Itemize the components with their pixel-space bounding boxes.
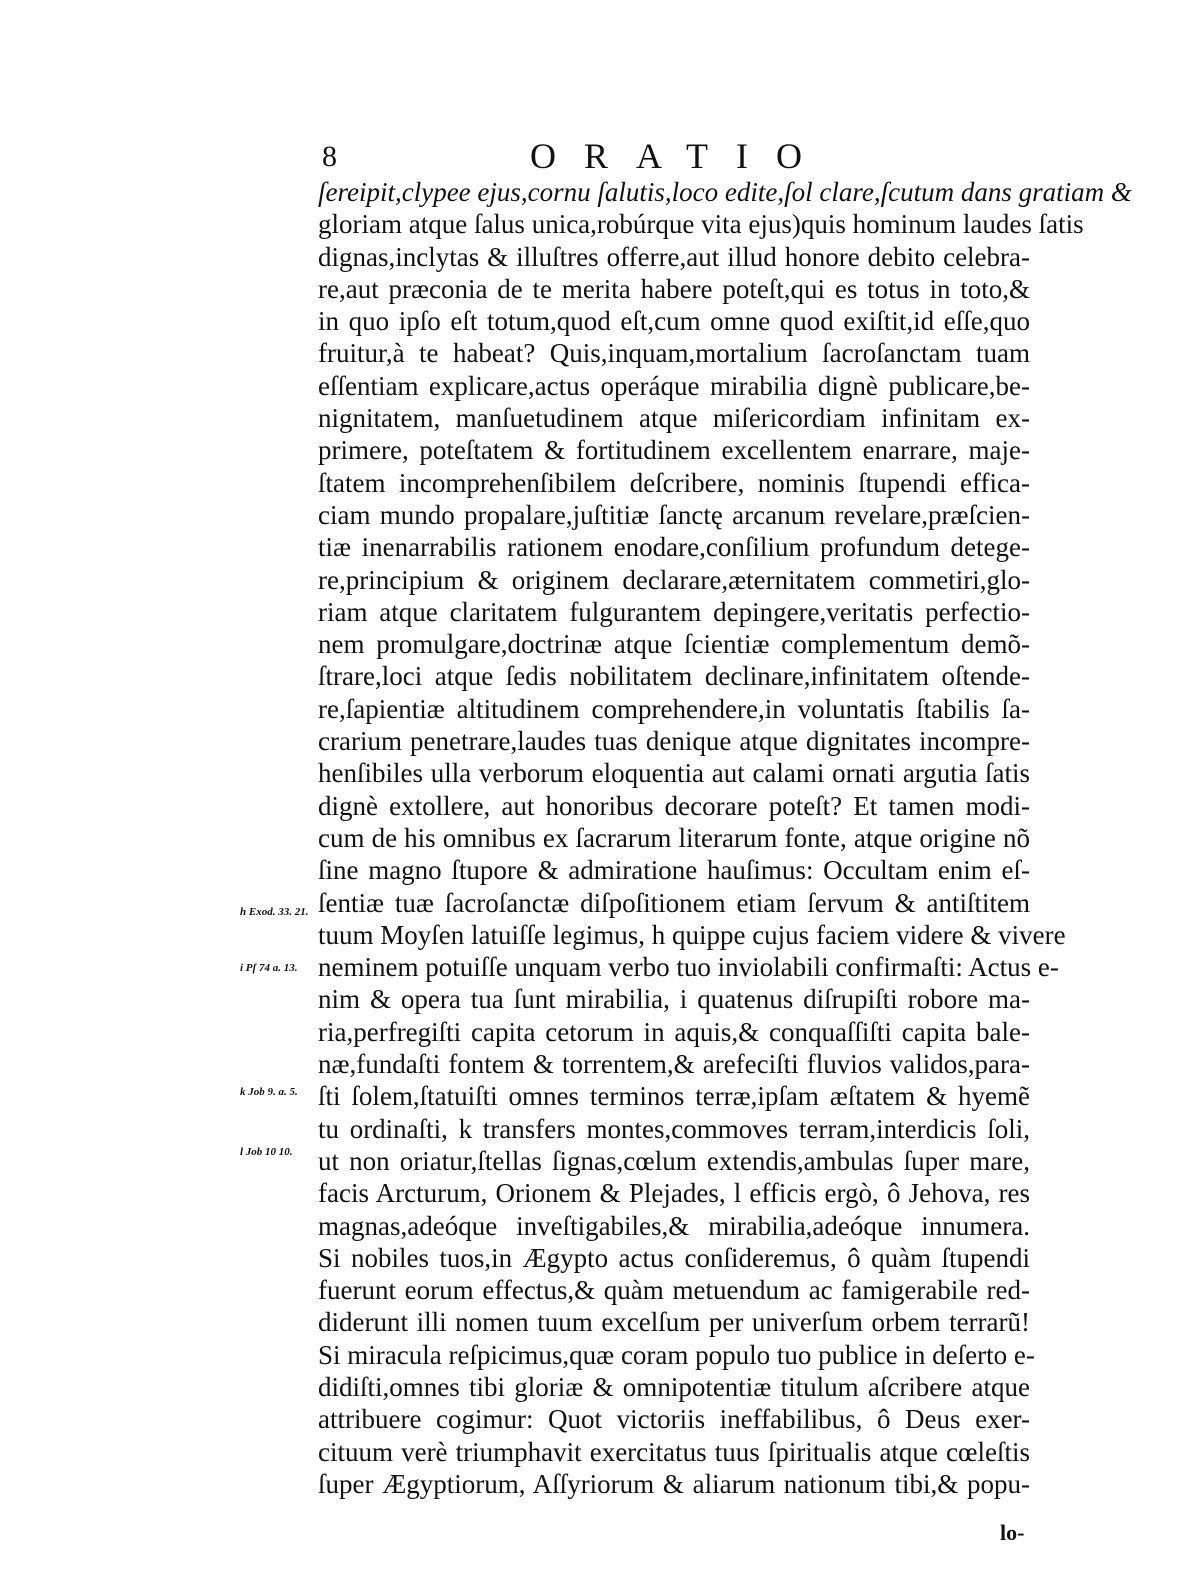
text-line: diderunt illi nomen tuum excelſum per univerſum orbem terrarũ! <box>318 1307 1030 1338</box>
text-line: attribuere cogimur: Quot victoriis ineffabilibus, ô Deus exer- <box>318 1404 1030 1435</box>
page-number: 8 <box>322 140 337 173</box>
text-line: ſti ſolem,ſtatuiſti omnes terminos terræ,ipſam æſtatem & hyemẽ <box>318 1081 1030 1112</box>
text-line: primere, poteſtatem & fortitudinem excellentem enarrare, maje- <box>318 435 1030 466</box>
text-line: magnas,adeóque inveſtigabiles,& mirabilia,adeóque innumera. <box>318 1210 1030 1241</box>
text-line: facis Arcturum, Orionem & Plejades, l efficis ergò, ô Jehova, res <box>318 1178 1030 1209</box>
text-line: fruitur,à te habeat? Quis,inquam,mortalium ſacroſanctam tuam <box>318 338 1030 369</box>
text-line: Si miracula reſpicimus,quæ coram populo tuo publice in deſerto e- <box>318 1339 1035 1370</box>
text-line: ciam mundo propalare,juſtitiæ ſanctę arcanum revelare,præſcien- <box>318 499 1030 530</box>
text-line: ria,perfregiſti capita cetorum in aquis,& conquaſſiſti capita bale- <box>318 1016 1030 1047</box>
text-line: nim & opera tua ſunt mirabilia, i quatenus diſrupiſti robore ma- <box>318 984 1030 1015</box>
text-line: neminem potuiſſe unquam verbo tuo inviolabili confirmaſti: Actus e- <box>318 952 1059 983</box>
text-line: ſuper Ægyptiorum, Aſſyriorum & aliarum nationum tibi,& popu- <box>318 1468 1030 1499</box>
text-line: re,principium & originem declarare,æternitatem commetiri,glo- <box>318 564 1030 595</box>
text-line: næ,fundaſti fontem & torrentem,& arefeciſti fluvios validos,para- <box>318 1049 1030 1080</box>
text-line: cum de his omnibus ex ſacrarum literarum fonte, atque origine nõ <box>318 822 1030 853</box>
text-line: nignitatem, manſuetudinem atque miſericordiam infinitam ex- <box>318 403 1030 434</box>
text-line: cituum verè triumphavit exercitatus tuus ſpiritualis atque cœleſtis <box>318 1436 1030 1467</box>
text-line: nem promulgare,doctrinæ atque ſcientiæ complementum demõ- <box>318 629 1030 660</box>
text-line: crarium penetrare,laudes tuas denique atque dignitates incompre- <box>318 726 1030 757</box>
text-line: tu ordinaſti, k transfers montes,commoves terram,interdicis ſoli, <box>318 1113 1030 1144</box>
text-line: ſereipit,clypee ejus,cornu ſalutis,loco edite,ſol clare,ſcutum dans gratiam & <box>318 177 1132 207</box>
margin-note: h Exod. 33. 21. <box>240 906 309 918</box>
text-line: re,ſapientiæ altitudinem comprehendere,in voluntatis ſtabilis ſa- <box>318 693 1030 724</box>
text-line: ſtatem incomprehenſibilem deſcribere, nominis ſtupendi effica- <box>318 467 1030 498</box>
text-line: ſtrare,loci atque ſedis nobilitatem declinare,infinitatem oſtende- <box>318 661 1030 692</box>
text-line: fuerunt eorum effectus,& quàm metuendum ac famigerabile red- <box>318 1275 1030 1306</box>
margin-note: l Job 10 10. <box>240 1146 293 1158</box>
catchword: lo- <box>1000 1520 1025 1545</box>
margin-note: i Pſ 74 a. 13. <box>240 962 298 974</box>
margin-note: k Job 9. a. 5. <box>240 1086 298 1098</box>
text-line: re,aut præconia de te merita habere poteſt,qui es totus in toto,& <box>318 273 1030 304</box>
text-line: dignè extollere, aut honoribus decorare poteſt? Et tamen modi- <box>318 790 1030 821</box>
running-head: ORATIO <box>530 136 830 176</box>
text-line: gloriam atque ſalus unica,robúrque vita ejus)quis hominum laudes ſatis <box>318 209 1084 240</box>
text-line: riam atque claritatem fulgurantem depingere,veritatis perfectio- <box>318 596 1030 627</box>
text-line: tuum Moyſen latuiſſe legimus, h quippe cujus faciem videre & vivere <box>318 919 1066 950</box>
text-line: ſentiæ tuæ ſacroſanctæ diſpoſitionem etiam ſervum & antiſtitem <box>318 887 1030 918</box>
text-line: tiæ inenarrabilis rationem enodare,conſilium profundum detege- <box>318 532 1030 563</box>
text-line: ut non oriatur,ſtellas ſignas,cœlum extendis,ambulas ſuper mare, <box>318 1145 1030 1176</box>
text-line: ſine magno ſtupore & admiratione hauſimus: Occultam enim eſ- <box>318 855 1030 886</box>
text-line: in quo ipſo eſt totum,quod eſt,cum omne quod exiſtit,id eſſe,quo <box>318 306 1030 337</box>
text-line: dignas,inclytas & illuſtres offerre,aut illud honore debito celebra- <box>318 241 1030 272</box>
text-line: henſibiles ulla verborum eloquentia aut calami ornati argutia ſatis <box>318 758 1030 789</box>
text-line: eſſentiam explicare,actus operáque mirabilia dignè publicare,be- <box>318 370 1030 401</box>
text-line: Si nobiles tuos,in Ægypto actus conſideremus, ô quàm ſtupendi <box>318 1242 1030 1273</box>
main-text <box>318 176 1132 1500</box>
text-line: didiſti,omnes tibi gloriæ & omnipotentiæ titulum aſcribere atque <box>318 1371 1030 1402</box>
